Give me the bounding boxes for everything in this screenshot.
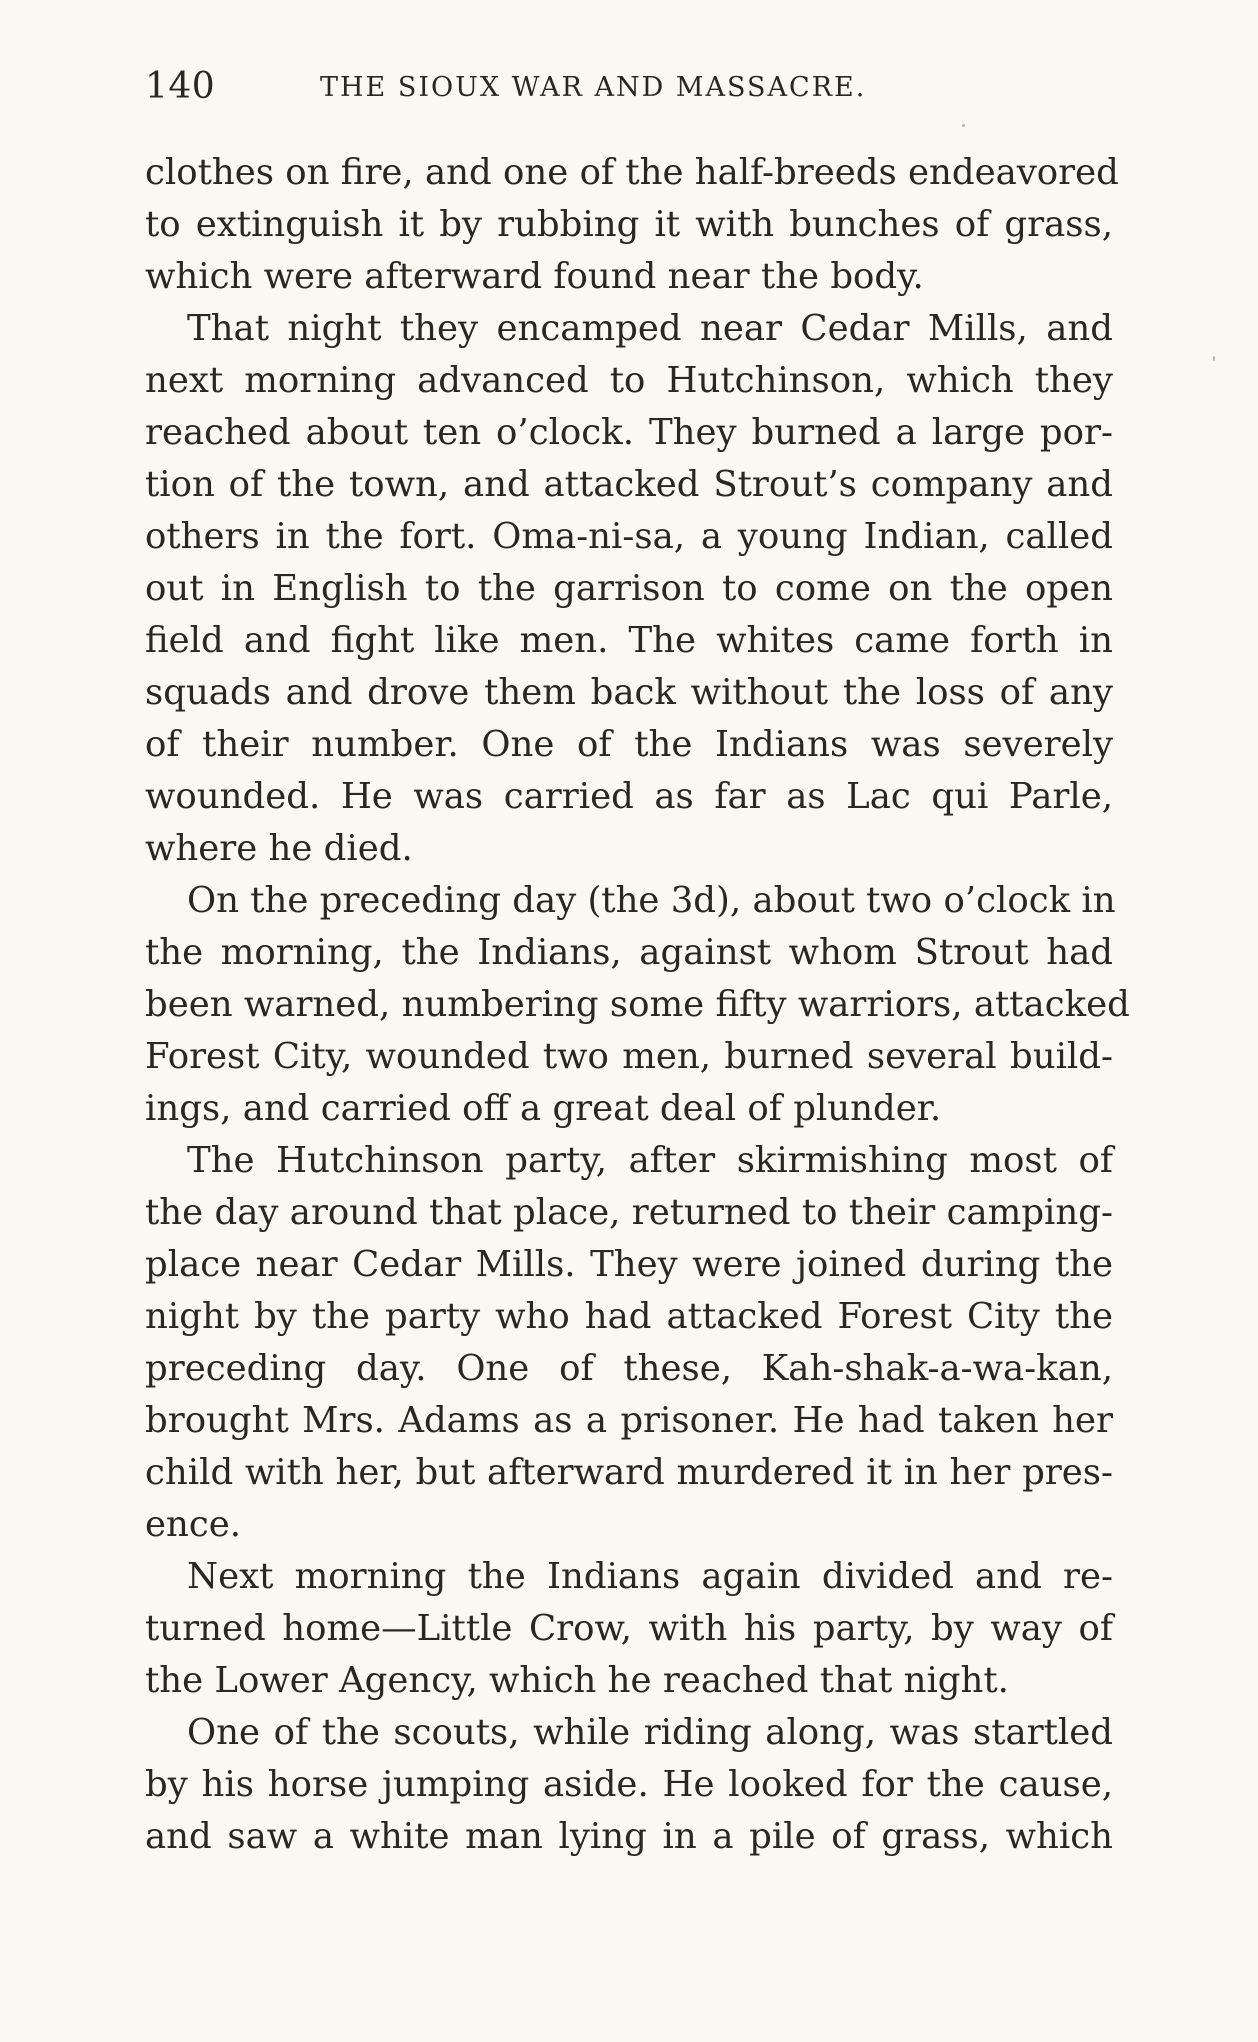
text-line: and saw a white man lying in a pile of grass, which <box>145 1816 1113 1857</box>
paragraph-start-line: That night they encamped near Cedar Mills, and <box>187 308 1113 349</box>
text-line: the morning, the Indians, against whom Strout had <box>145 932 1113 973</box>
text-line: by his horse jumping aside. He looked for the cause, <box>145 1764 1113 1805</box>
text-line: ings, and carried off a great deal of plunder. <box>145 1088 942 1129</box>
text-line: tion of the town, and attacked Strout’s company and <box>145 464 1113 505</box>
text-line: squads and drove them back without the loss of any <box>145 672 1113 713</box>
text-line: to extinguish it by rubbing it with bunches of grass, <box>145 204 1113 245</box>
paragraph-start-line: The Hutchinson party, after skirmishing most of <box>187 1140 1113 1181</box>
text-line: turned home—Little Crow, with his party, by way of <box>145 1608 1113 1649</box>
page-number: 140 <box>145 66 216 107</box>
text-line: wounded. He was carried as far as Lac qui Parle, <box>145 776 1113 817</box>
running-title: THE SIOUX WAR AND MASSACRE. <box>320 72 867 103</box>
text-line: others in the fort. Oma-ni-sa, a young Indian, called <box>145 516 1113 557</box>
text-line: place near Cedar Mills. They were joined during the <box>145 1244 1113 1285</box>
paper-speck <box>962 124 965 127</box>
text-line: the day around that place, returned to their camping- <box>145 1192 1113 1233</box>
body-text <box>145 147 1130 1863</box>
paragraph-start-line: Next morning the Indians again divided and re- <box>187 1556 1113 1597</box>
text-line: reached about ten o’clock. They burned a large por- <box>145 412 1113 453</box>
paragraph-start-line: On the preceding day (the 3d), about two o’clock in <box>187 880 1116 921</box>
text-line: brought Mrs. Adams as a prisoner. He had taken her <box>145 1400 1113 1441</box>
text-line: Forest City, wounded two men, burned several build- <box>145 1036 1113 1077</box>
text-line: preceding day. One of these, Kah-shak-a-wa-kan, <box>145 1348 1113 1389</box>
text-line: night by the party who had attacked Forest City the <box>145 1296 1113 1337</box>
text-line: the Lower Agency, which he reached that night. <box>145 1660 1009 1701</box>
paper-speck <box>1213 356 1215 361</box>
text-line: child with her, but afterward murdered it in her pres- <box>145 1452 1113 1493</box>
text-line: which were afterward found near the body. <box>145 256 924 297</box>
text-line: next morning advanced to Hutchinson, which they <box>145 360 1113 401</box>
paragraph-start-line: One of the scouts, while riding along, was startled <box>187 1712 1113 1753</box>
text-line: where he died. <box>145 828 413 869</box>
text-line: clothes on fire, and one of the half-breeds endeavored <box>145 152 1119 193</box>
text-line: of their number. One of the Indians was severely <box>145 724 1113 765</box>
text-line: out in English to the garrison to come on the open <box>145 568 1113 609</box>
text-line: field and fight like men. The whites came forth in <box>145 620 1113 661</box>
page-header <box>145 66 1115 116</box>
text-line: ence. <box>145 1504 242 1545</box>
text-line: been warned, numbering some fifty warriors, attacked <box>145 984 1130 1025</box>
